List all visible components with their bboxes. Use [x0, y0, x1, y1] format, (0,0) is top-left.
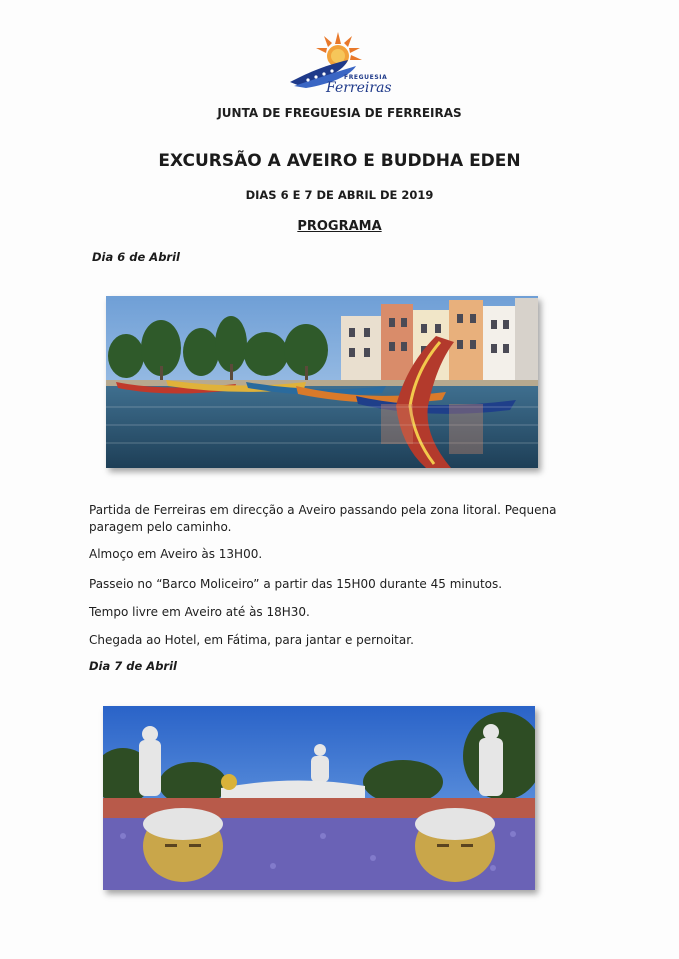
programa-heading: PROGRAMA — [297, 219, 382, 234]
paragraph-tempo-livre: Tempo livre em Aveiro até às 18H30. — [89, 605, 310, 619]
logo-small-text: FREGUESIA — [344, 74, 388, 81]
paragraph-passeio: Passeio no “Barco Moliceiro” a partir das 15H00 durante 45 minutos. — [89, 577, 503, 591]
day1-heading: Dia 6 de Abril — [92, 250, 180, 264]
paragraph-almoco: Almoço em Aveiro às 13H00. — [89, 547, 263, 561]
organization-name: JUNTA DE FREGUESIA DE FERREIRAS — [217, 106, 462, 120]
buddha-eden-garden-photo — [103, 706, 535, 890]
trip-dates: DIAS 6 E 7 DE ABRIL DE 2019 — [245, 188, 434, 202]
document-title: EXCURSÃO A AVEIRO E BUDDHA EDEN — [158, 151, 521, 171]
paragraph-chegada: Chegada ao Hotel, em Fátima, para jantar e pernoitar. — [89, 633, 414, 647]
logo-name: Ferreiras — [326, 80, 392, 96]
day2-heading: Dia 7 de Abril — [89, 659, 177, 673]
aveiro-canal-moliceiro-boats-photo — [106, 296, 538, 468]
paragraph-partida: Partida de Ferreiras em direcção a Aveiro passando pela zona litoral. Pequena paragem pelo caminho. — [89, 503, 557, 534]
ferreiras-logo — [286, 30, 390, 100]
